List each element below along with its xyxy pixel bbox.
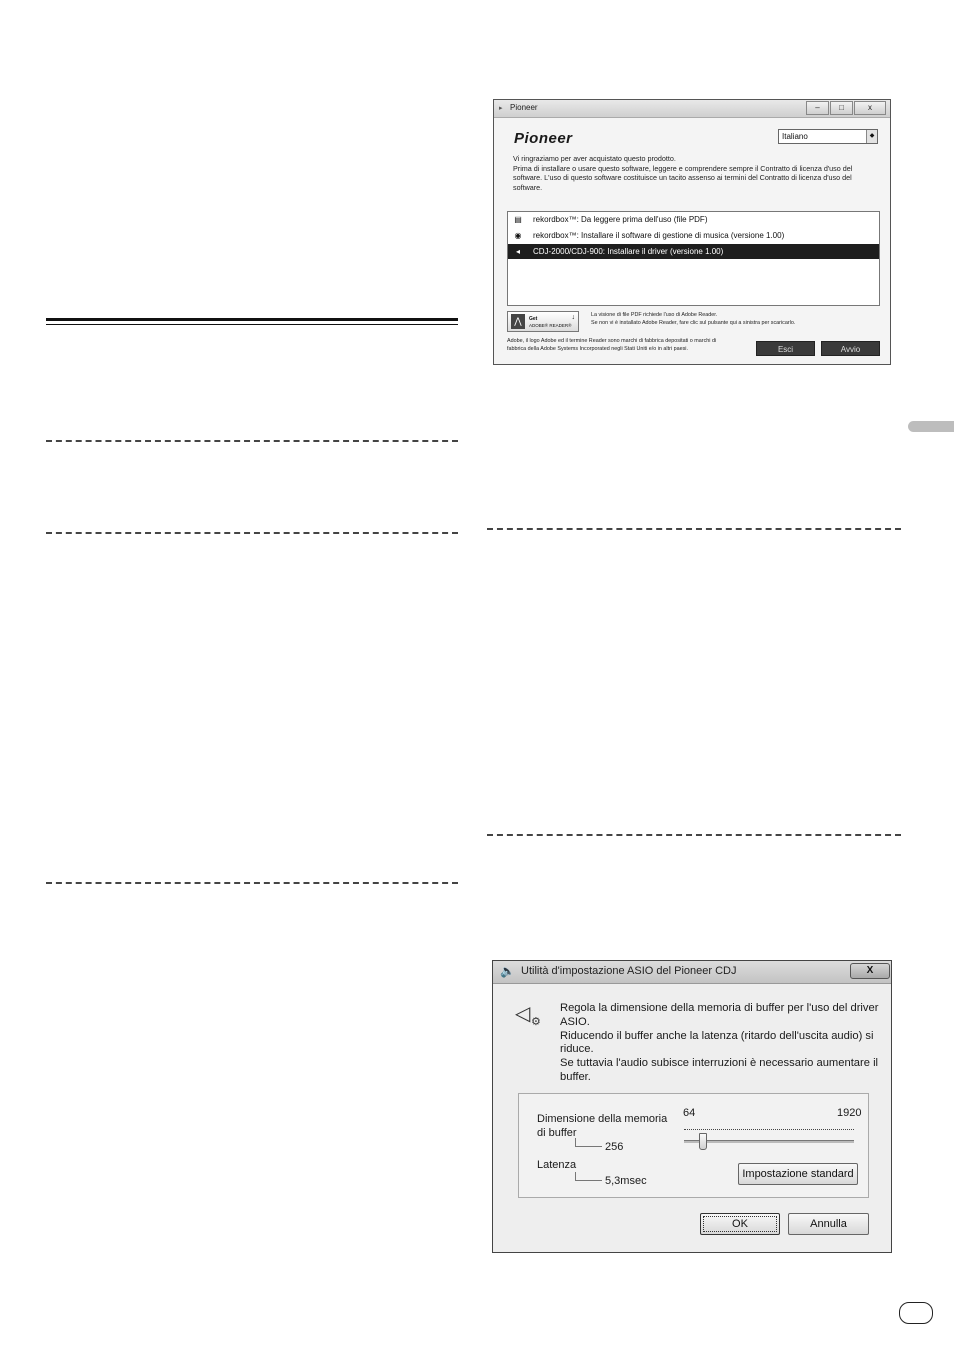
close-button[interactable]: X	[850, 963, 890, 979]
installer-window	[493, 99, 891, 365]
installer-titlebar	[494, 100, 890, 118]
section-rule	[46, 318, 458, 321]
adobe-icon: ⋀	[511, 314, 525, 329]
language-value: Italiano	[782, 132, 808, 141]
tree-connector	[575, 1138, 602, 1147]
list-item-label: CDJ-2000/CDJ-900: Installare il driver (versione 1.00)	[533, 247, 724, 256]
dashed-divider	[46, 882, 458, 884]
language-select[interactable]	[778, 129, 878, 144]
minimize-button[interactable]: –	[806, 101, 829, 115]
disc-icon: ◉	[514, 231, 522, 240]
asio-description	[560, 1002, 880, 1085]
asio-titlebar	[493, 961, 891, 984]
install-options-list	[507, 211, 880, 306]
intro-line: Vi ringraziamo per aver acquistato questo prodotto.	[513, 154, 676, 163]
adobe-note-line: Se non vi è installato Adobe Reader, fare clic sul pulsante qui a sinistra per scaricarlo.	[591, 319, 796, 326]
get-adobe-reader-button[interactable]	[507, 311, 579, 332]
list-item-rekordbox[interactable]	[508, 228, 879, 243]
dashed-divider	[487, 528, 901, 530]
intro-line: Prima di installare o usare questo software, leggere e comprendere sempre il Contratto di licenza d'uso del software. L'uso di questo software costituisce un tacito assenso ai termini del Contratto di licenza d'uso del software.	[513, 163, 853, 193]
window-title: Utilità d'impostazione ASIO del Pioneer CDJ	[521, 965, 737, 977]
adobe-note	[591, 312, 795, 327]
latency-value: 5,3msec	[605, 1175, 647, 1187]
buffer-size-label-2: di buffer	[537, 1127, 577, 1139]
description-line: Riducendo il buffer anche la latenza (ritardo dell'uscita audio) si riduce.	[560, 1029, 874, 1056]
standard-setting-button[interactable]: Impostazione standard	[738, 1163, 858, 1185]
adobe-reader-label: ADOBE® READER®	[529, 323, 572, 328]
speaker-icon: ◁	[515, 1003, 531, 1025]
download-arrow-icon: ↓	[571, 314, 575, 321]
pdf-icon: ▤	[514, 215, 522, 224]
dashed-divider	[487, 834, 901, 836]
buffer-slider-track[interactable]	[684, 1140, 854, 1143]
buffer-slider-thumb[interactable]	[699, 1133, 707, 1150]
trademark-note: Adobe, il logo Adobe ed il termine Reader sono marchi di fabbrica depositati o marchi di fabbrica della Adobe Systems Incorporated negli Stati Uniti e/o in altri paesi.	[507, 338, 717, 352]
language-badge	[899, 1302, 933, 1324]
asio-settings-window	[492, 960, 892, 1253]
speaker-gear-icon: 🔈	[500, 964, 515, 978]
cancel-button[interactable]: Annulla	[788, 1213, 869, 1235]
ok-button[interactable]: OK	[700, 1213, 780, 1235]
slider-ticks	[684, 1129, 854, 1130]
exit-button[interactable]: Esci	[756, 341, 815, 356]
description-line: Regola la dimensione della memoria di buffer per l'uso del driver ASIO.	[560, 1002, 879, 1028]
start-button[interactable]: Avvio	[821, 341, 880, 356]
speaker-gear-icon: ◂	[515, 247, 520, 256]
list-item-driver[interactable]	[508, 244, 879, 259]
pioneer-logo: Pioneer	[514, 130, 573, 147]
app-icon: ▸	[499, 105, 503, 112]
section-rule-thin	[46, 324, 458, 325]
chapter-tab	[908, 421, 954, 432]
latency-label: Latenza	[537, 1159, 577, 1171]
list-item-readme[interactable]	[508, 212, 879, 227]
intro-text	[513, 154, 881, 193]
description-line: Se tuttavia l'audio subisce interruzioni è necessario aumentare il buffer.	[560, 1057, 879, 1083]
list-item-label: rekordbox™: Da leggere prima dell'uso (file PDF)	[533, 215, 708, 224]
maximize-button[interactable]: □	[830, 101, 853, 115]
chevron-updown-icon[interactable]: ◆	[866, 130, 877, 143]
list-item-label: rekordbox™: Installare il software di gestione di musica (versione 1.00)	[533, 231, 785, 240]
tree-connector	[575, 1172, 602, 1181]
slider-max-label: 1920	[837, 1107, 862, 1119]
gear-icon: ⚙	[531, 1016, 541, 1028]
close-button[interactable]: x	[854, 101, 886, 115]
buffer-size-value: 256	[605, 1141, 624, 1153]
buffer-size-label: Dimensione della memoria	[537, 1113, 668, 1125]
dashed-divider	[46, 532, 458, 534]
adobe-get-label: Get	[529, 316, 538, 322]
dashed-divider	[46, 440, 458, 442]
window-title: Pioneer	[510, 103, 538, 112]
slider-min-label: 64	[683, 1107, 696, 1119]
adobe-note-line: La visione di file PDF richiede l'uso di Adobe Reader.	[591, 312, 718, 318]
